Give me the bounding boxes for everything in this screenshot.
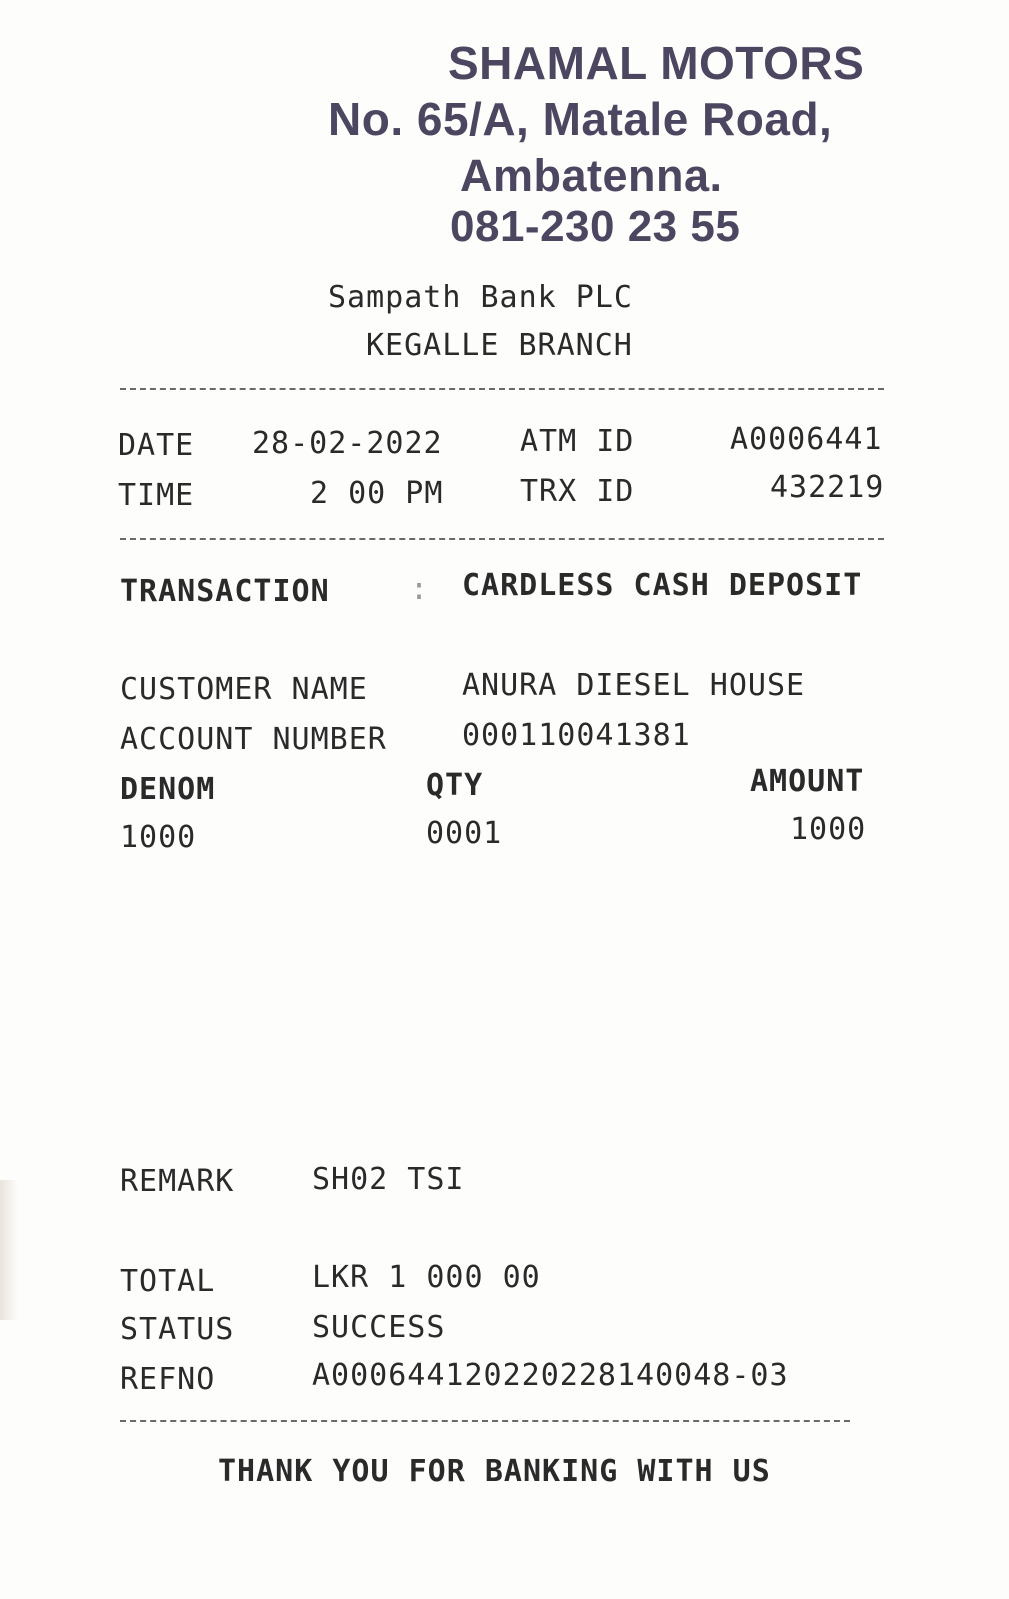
separator-3	[120, 1420, 850, 1422]
atm-id-label: ATM ID	[520, 424, 635, 459]
thank-you-message: THANK YOU FOR BANKING WITH US	[218, 1454, 771, 1489]
refno-label: REFNO	[120, 1362, 216, 1397]
trx-id-value: 432219	[770, 470, 885, 505]
row-qty: 0001	[426, 816, 503, 851]
time-value: 2 00 PM	[310, 476, 444, 511]
separator-2	[120, 538, 884, 540]
customer-name-value: ANURA DIESEL HOUSE	[462, 668, 806, 703]
date-label: DATE	[118, 428, 195, 463]
stamp-line-2: No. 65/A, Matale Road,	[328, 93, 833, 145]
bank-name: Sampath Bank PLC	[328, 280, 633, 315]
time-label: TIME	[118, 478, 195, 513]
atm-id-value: A0006441	[730, 422, 883, 457]
separator-1	[120, 388, 884, 390]
total-value: LKR 1 000 00	[312, 1260, 541, 1295]
date-value: 28-02-2022	[252, 426, 443, 461]
transaction-label: TRANSACTION	[120, 574, 330, 609]
account-number-value: 000110041381	[462, 718, 691, 753]
transaction-value: CARDLESS CASH DEPOSIT	[462, 568, 863, 603]
account-number-label: ACCOUNT NUMBER	[120, 722, 387, 757]
stamp-line-3: Ambatenna.	[460, 150, 723, 201]
stamp-line-1: SHAMAL MOTORS	[448, 37, 865, 89]
branch-name: KEGALLE BRANCH	[366, 328, 633, 363]
denom-header: DENOM	[120, 772, 216, 807]
rubber-stamp	[320, 30, 920, 260]
status-value: SUCCESS	[312, 1310, 446, 1345]
row-amount: 1000	[790, 812, 867, 847]
refno-value: A000644120220228140048-03	[312, 1358, 789, 1393]
trx-id-label: TRX ID	[520, 474, 635, 509]
qty-header: QTY	[426, 768, 484, 803]
row-denom: 1000	[120, 820, 197, 855]
total-label: TOTAL	[120, 1264, 216, 1299]
stamp-line-4: 081-230 23 55	[450, 202, 741, 251]
status-label: STATUS	[120, 1312, 235, 1347]
amount-header: AMOUNT	[750, 764, 865, 799]
paper-shadow	[0, 1180, 18, 1320]
remark-value: SH02 TSI	[312, 1162, 465, 1197]
customer-name-label: CUSTOMER NAME	[120, 672, 368, 707]
remark-label: REMARK	[120, 1164, 235, 1199]
transaction-colon: :	[410, 572, 430, 607]
